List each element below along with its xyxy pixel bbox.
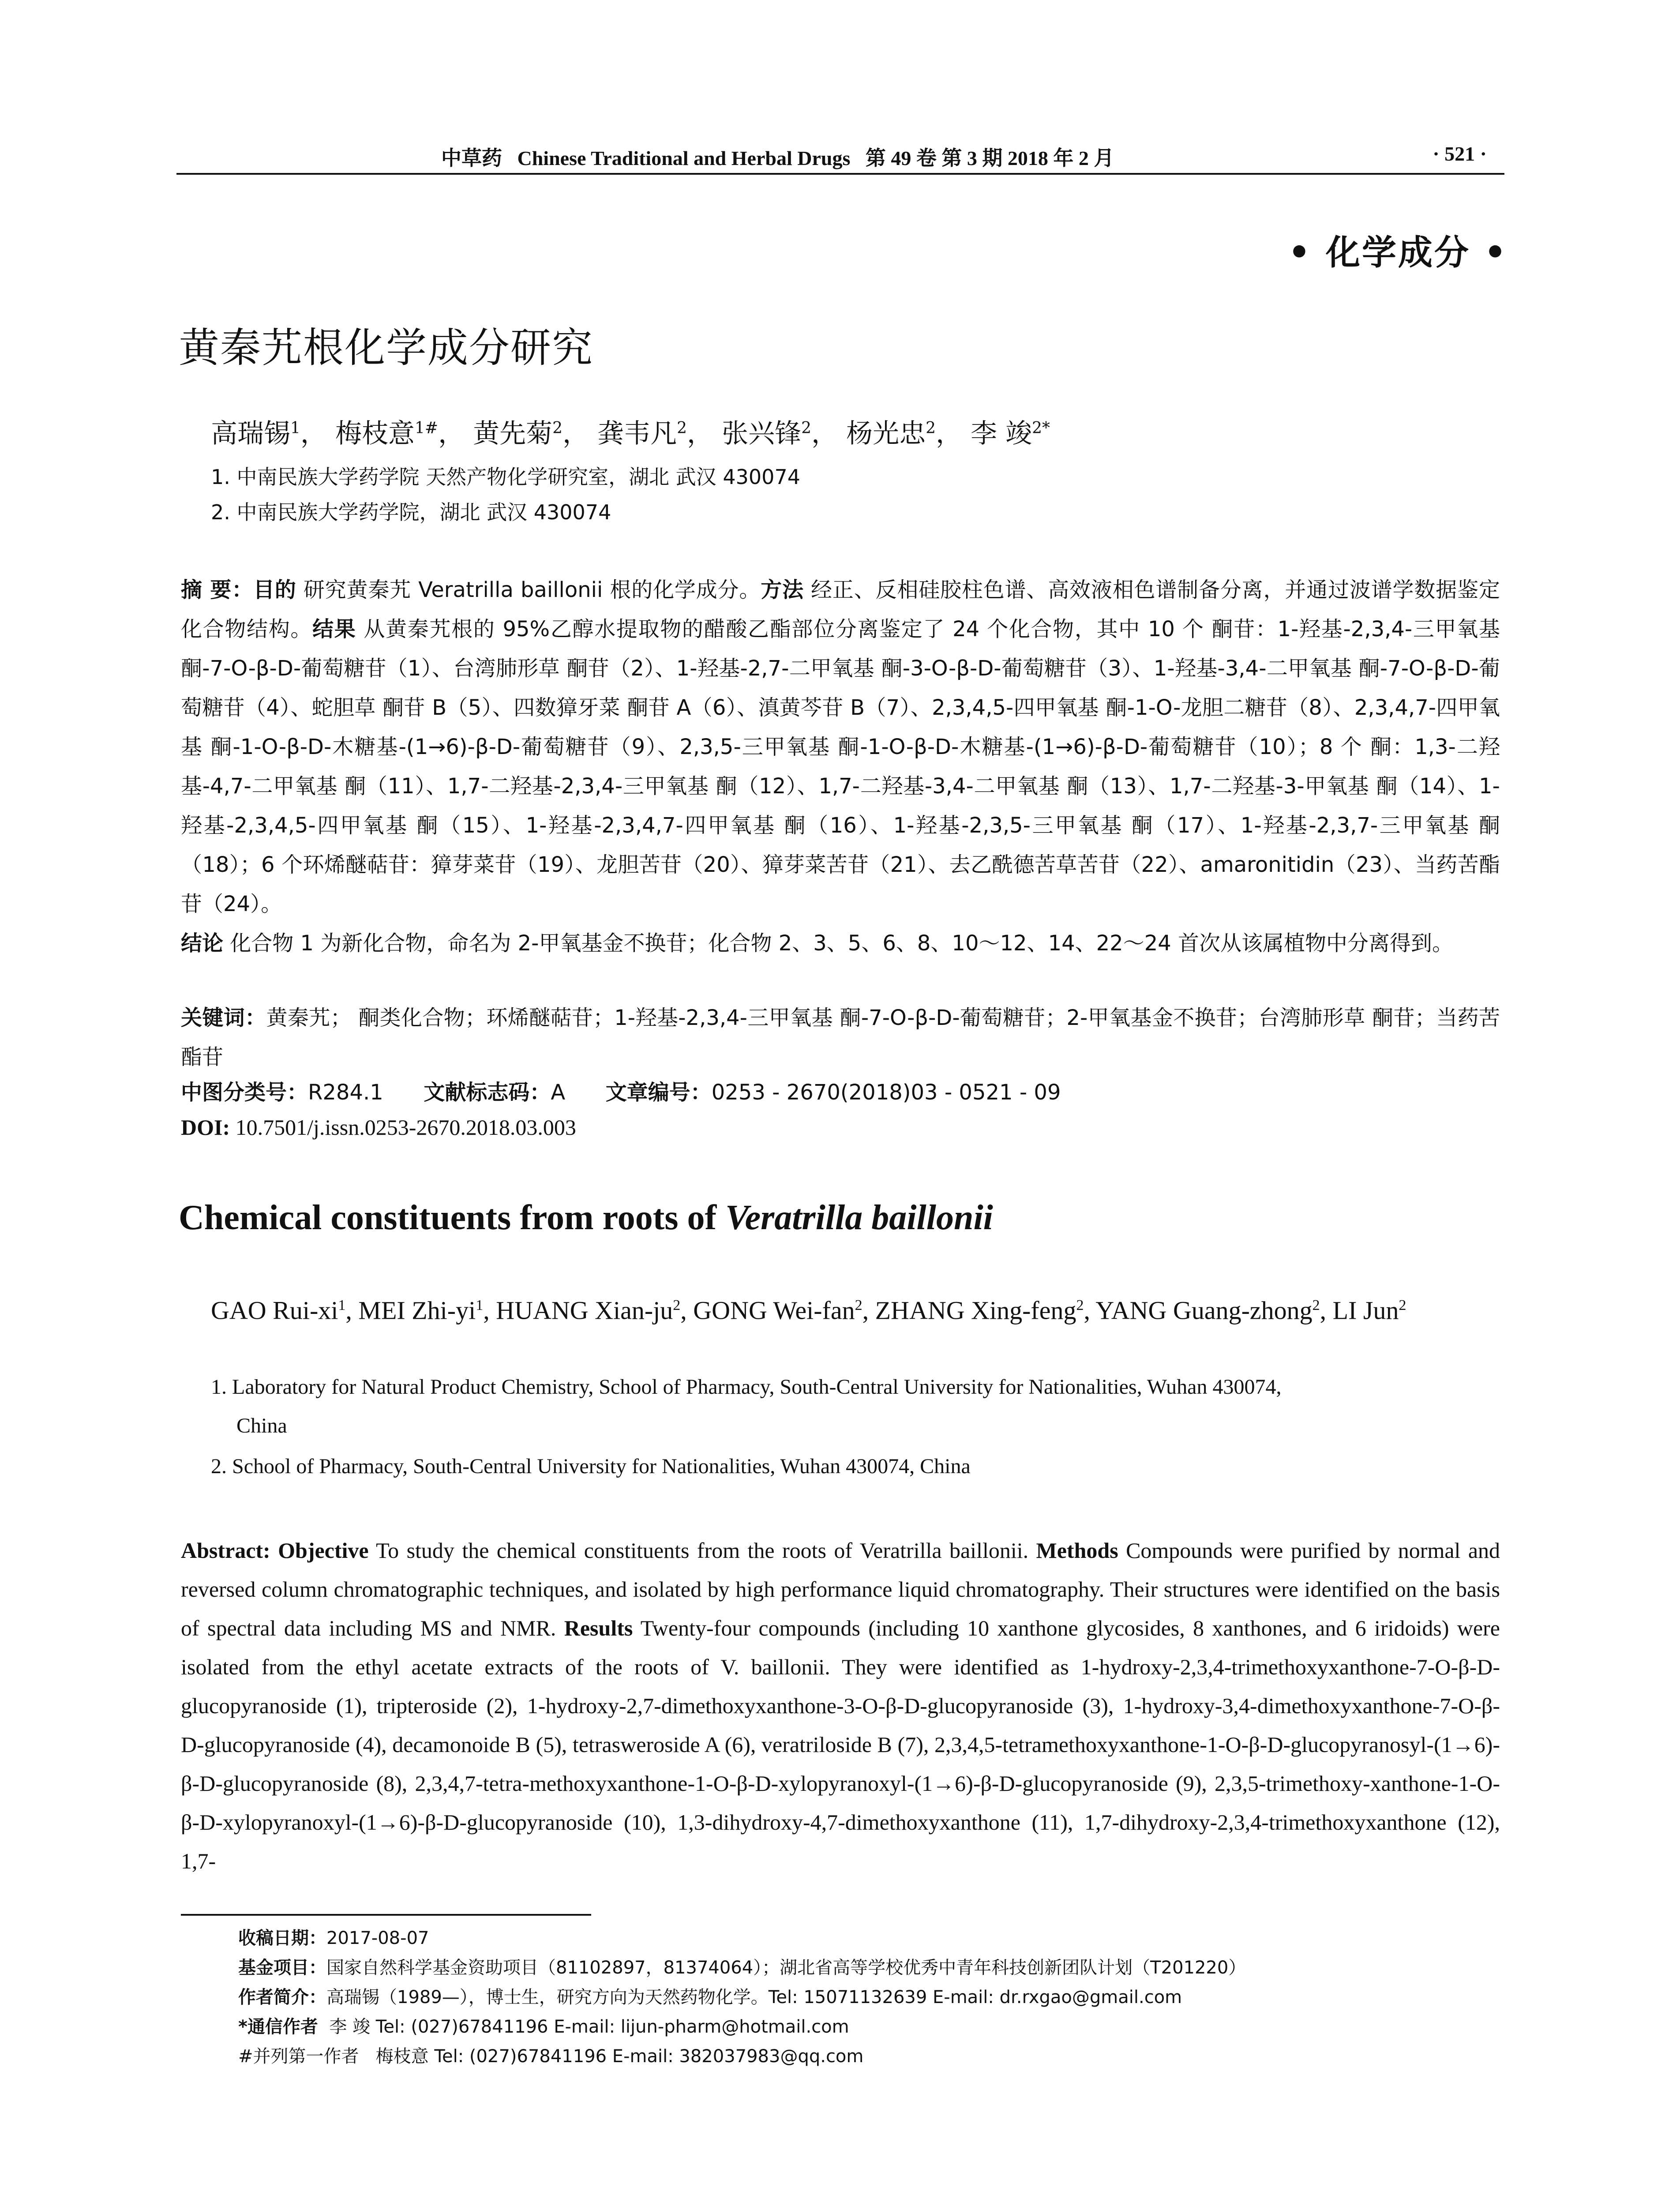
corr-text: 李 竣 Tel: (027)67841196 E-mail: lijun-pharm@hotmail.com bbox=[329, 2017, 849, 2037]
footnote-bio bbox=[238, 1983, 1500, 2012]
fund-text: 国家自然科学基金资助项目（81102897，81374064）；湖北省高等学校优秀中青年科技创新团队计划（T201220） bbox=[326, 1958, 1246, 1978]
author-name: 李 竣 bbox=[971, 418, 1032, 449]
running-header-journal bbox=[441, 142, 1114, 171]
english-affiliation-1-country: China bbox=[236, 1414, 287, 1437]
received-label: 收稿日期： bbox=[238, 1928, 326, 1948]
chinese-authors: 高瑞锡$^1$， 梅枝意$^{1\#}$， 黄先菊$^2$， 龚韦凡$^2$， 张兴锋$^2$， 杨光忠$^2$， 李 竣$^{2*}$ bbox=[211, 418, 1050, 449]
author-name: ZHANG Xing-feng bbox=[875, 1296, 1076, 1325]
chinese-abstract bbox=[181, 570, 1500, 963]
author-name: 龚韦凡 bbox=[597, 418, 677, 449]
cofirst-text: 梅枝意 Tel: (027)67841196 E-mail: 382037983@qq.com bbox=[375, 2046, 864, 2067]
author-name: YANG Guang-zhong bbox=[1095, 1296, 1312, 1325]
methods-text: 经正、反相硅胶柱色谱、高效液相色谱制备分离，并通过波谱学数据鉴定化合物结构。 bbox=[181, 578, 1500, 642]
footnote-correspondence bbox=[238, 2012, 1500, 2042]
corr-label: *通信作者 bbox=[238, 2017, 318, 2037]
doc-code-label: 文献标志码： bbox=[424, 1080, 551, 1105]
doi-value: 10.7501/j.issn.0253-2670.2018.03.003 bbox=[235, 1115, 576, 1140]
author-affil-mark: 2 bbox=[926, 419, 936, 437]
author-name: MEI Zhi-yi bbox=[358, 1296, 476, 1325]
author-name: 张兴锋 bbox=[722, 418, 802, 449]
author-name: 黄先菊 bbox=[473, 418, 553, 449]
bio-text: 高瑞锡（1989—），博士生，研究方向为天然药物化学。Tel: 15071132639 E-mail: dr.rxgao@gmail.com bbox=[326, 1987, 1182, 2007]
author-affil-mark: 2* bbox=[1032, 419, 1050, 437]
doc-code-value: A bbox=[551, 1080, 566, 1105]
fund-label: 基金项目： bbox=[238, 1958, 326, 1978]
author-affil-mark: 1 bbox=[290, 419, 300, 437]
author-name: LI Jun bbox=[1332, 1296, 1399, 1325]
methods-label: Methods bbox=[1036, 1538, 1118, 1563]
methods-label: 方法 bbox=[761, 578, 804, 602]
conclusion-text: 化合物 1 为新化合物，命名为 2-甲氧基金不换苷；化合物 2、3、5、6、8、10～12、14、22～24 首次从该属植物中分离得到。 bbox=[230, 931, 1454, 956]
author-name: 高瑞锡 bbox=[211, 418, 290, 449]
running-header bbox=[176, 142, 1504, 175]
keywords-label: 关键词： bbox=[181, 1005, 266, 1030]
author-affil-mark: 2 bbox=[1399, 1297, 1406, 1313]
cofirst-label: #并列第一作者 bbox=[238, 2046, 359, 2067]
article-no-label: 文章编号： bbox=[605, 1080, 712, 1105]
clc-value: R284.1 bbox=[308, 1080, 383, 1105]
section-tag: • 化学成分 • bbox=[1288, 233, 1508, 273]
methods-text: Compounds were purified by normal and reversed column chromatographic techniques, and isolated by high performance liquid chromatography. Their structures were identified on the basis of spectral data including MS and NMR. bbox=[181, 1538, 1500, 1640]
author-name: GONG Wei-fan bbox=[693, 1296, 855, 1325]
article-no-value: 0253 - 2670(2018)03 - 0521 - 09 bbox=[711, 1080, 1061, 1105]
author-affil-mark: 1 bbox=[476, 1297, 484, 1313]
doi-line bbox=[181, 1114, 576, 1140]
objective-label: Objective bbox=[278, 1538, 369, 1563]
bio-label: 作者简介： bbox=[238, 1987, 326, 2007]
author-affil-mark: 2 bbox=[1076, 1297, 1084, 1313]
author-name: GAO Rui-xi bbox=[211, 1296, 338, 1325]
received-date: 2017-08-07 bbox=[326, 1928, 429, 1948]
results-text: 从黄秦艽根的 95%乙醇水提取物的醋酸乙酯部位分离鉴定了 24 个化合物，其中 10 个 酮苷：1-羟基-2,3,4-三甲氧基 酮-7-O-β-D-葡萄糖苷（1）、台湾肺形草 酮苷（2）、1-羟基-2,7-二甲氧基 酮-3-O-β-D-葡萄糖苷（3）、1-羟基-3,4-二甲氧基 酮-7-O-β-D-葡萄糖苷（4）、蛇胆草 酮苷 B（5）、四数獐牙菜 酮苷 A（6）、滇黄芩苷 B（7）、2,3,4,5-四甲氧基 酮-1-O-龙胆二糖苷（8）、2,3,4,7-四甲氧基 酮-1-O-β-D-木糖基-(1→6)-β-D-葡萄糖苷（9）、2,3,5-三甲氧基 酮-1-O-β-D-木糖基-(1→6)-β-D-葡萄糖苷（10）；8 个 酮：1,3-二羟基-4,7-二甲氧基 酮（11）、1,7-二羟基-2,3,4-三甲氧基 酮（12）、1,7-二羟基-3,4-二甲氧基 酮（13）、1,7-二羟基-3-甲氧基 酮（14）、1-羟基-2,3,4,5-四甲氧基 酮（15）、1-羟基-2,3,4,7-四甲氧基 酮（16）、1-羟基-2,3,5-三甲氧基 酮（17）、1-羟基-2,3,7-三甲氧基 酮（18）；6 个环烯醚萜苷：獐芽菜苷（19）、龙胆苦苷（20）、獐芽菜苦苷（21）、去乙酰德苦草苦苷（22）、amaronitidin（23）、当药苦酯苷（24）。 bbox=[181, 617, 1500, 916]
conclusion-label: 结论 bbox=[181, 931, 224, 956]
author-name: 梅枝意 bbox=[335, 418, 415, 449]
english-authors: GAO Rui-$xi^1$, MEI Zhi-$yi^1$, HUANG Xian-$ju^2$, GONG Wei-fan$^2$, ZHANG Xing-feng$^2$, YANG Guang-zhong$^2$, LI Jun$^2$ bbox=[211, 1296, 1406, 1325]
chinese-title: 黄秦艽根化学成分研究 bbox=[179, 324, 594, 371]
abstract-label: 摘 要： bbox=[181, 578, 254, 602]
author-name: 杨光忠 bbox=[846, 418, 926, 449]
author-affil-mark: 2 bbox=[801, 419, 812, 437]
chinese-affiliation-1: 1. 中南民族大学药学院 天然产物化学研究室，湖北 武汉 430074 bbox=[211, 465, 800, 489]
english-affiliation-1-line: 1. Laboratory for Natural Product Chemistry, School of Pharmacy, South-Central University for Nationalities, Wuhan 430074, bbox=[211, 1375, 1282, 1399]
page-number: · 521 · bbox=[1432, 143, 1487, 165]
footnote-received bbox=[238, 1924, 1500, 1953]
author-affil-mark: 2 bbox=[673, 1297, 681, 1313]
author-affil-mark: 1 bbox=[338, 1297, 346, 1313]
objective-label: 目的 bbox=[253, 578, 296, 602]
english-title bbox=[179, 1198, 993, 1238]
footnote-cofirst bbox=[238, 2042, 1500, 2071]
author-affil-mark: 2 bbox=[855, 1297, 862, 1313]
author-affil-mark: 1# bbox=[414, 419, 439, 437]
english-title-text: Chemical constituents from roots of bbox=[179, 1198, 726, 1237]
objective-text: To study the chemical constituents from the roots of Veratrilla baillonii. bbox=[376, 1538, 1029, 1563]
chinese-keywords bbox=[181, 998, 1500, 1077]
english-affiliation-2: 2. School of Pharmacy, South-Central University for Nationalities, Wuhan 430074, China bbox=[211, 1455, 971, 1478]
footnotes bbox=[238, 1924, 1500, 2071]
english-title-species: Veratrilla baillonii bbox=[725, 1198, 993, 1237]
author-affil-mark: 2 bbox=[552, 419, 563, 437]
english-affiliation-1 bbox=[211, 1368, 1499, 1445]
keywords-text: 黄秦艽； 酮类化合物；环烯醚萜苷；1-羟基-2,3,4-三甲氧基 酮-7-O-β-D-葡萄糖苷；2-甲氧基金不换苷；台湾肺形草 酮苷；当药苦酯苷 bbox=[181, 1005, 1500, 1069]
results-text: Twenty-four compounds (including 10 xanthone glycosides, 8 xanthones, and 6 iridoids) were isolated from the ethyl acetate extracts of the roots of V. baillonii. They were identified as 1-hydroxy-2,3,4-trimethoxyxanthone-7-O-β-D-glucopyranoside (1), tripteroside (2), 1-hydroxy-2,7-dimethoxyxanthone-3-O-β-D-glucopyranoside (3), 1-hydroxy-3,4-dimethoxyxanthone-7-O-β-D-glucopyranoside (4), decamonoide B (5), tetrasweroside A (6), veratriloside B (7), 2,3,4,5-tetramethoxyxanthone-1-O-β-D-glucopyranosyl-(1→6)-β-D-glucopyranoside (8), 2,3,4,7-tetra-methoxyxanthone-1-O-β-D-xylopyranoxyl-(1→6)-β-D-glucopyranoside (9), 2,3,5-trimethoxy-xanthone-1-O-β-D-xylopyranoxyl-(1→6)-β-D-glucopyranoside (10), 1,3-dihydroxy-4,7-dimethoxyxanthone (11), 1,7-dihydroxy-2,3,4-trimethoxyxanthone (12), 1,7- bbox=[181, 1616, 1500, 1873]
clc-label: 中图分类号： bbox=[181, 1080, 308, 1105]
author-affil-mark: 2 bbox=[1312, 1297, 1320, 1313]
objective-text: 研究黄秦艽 Veratrilla baillonii 根的化学成分。 bbox=[303, 578, 761, 602]
chinese-affiliation-2: 2. 中南民族大学药学院，湖北 武汉 430074 bbox=[211, 500, 611, 524]
journal-issue: 第 49 卷 第 3 期 2018 年 2 月 bbox=[865, 147, 1114, 169]
classification-line bbox=[181, 1075, 1061, 1106]
footnote-divider bbox=[181, 1914, 591, 1916]
journal-name-cn: 中草药 bbox=[441, 147, 502, 169]
results-label: 结果 bbox=[312, 617, 356, 642]
journal-name-en: Chinese Traditional and Herbal Drugs bbox=[517, 147, 851, 169]
abstract-label: Abstract: bbox=[181, 1538, 270, 1563]
english-abstract bbox=[181, 1531, 1500, 1880]
footnote-fund bbox=[238, 1953, 1500, 1983]
author-affil-mark: 2 bbox=[677, 419, 687, 437]
author-name: HUANG Xian-ju bbox=[496, 1296, 673, 1325]
doi-label: DOI: bbox=[181, 1115, 230, 1140]
results-label: Results bbox=[564, 1616, 633, 1640]
